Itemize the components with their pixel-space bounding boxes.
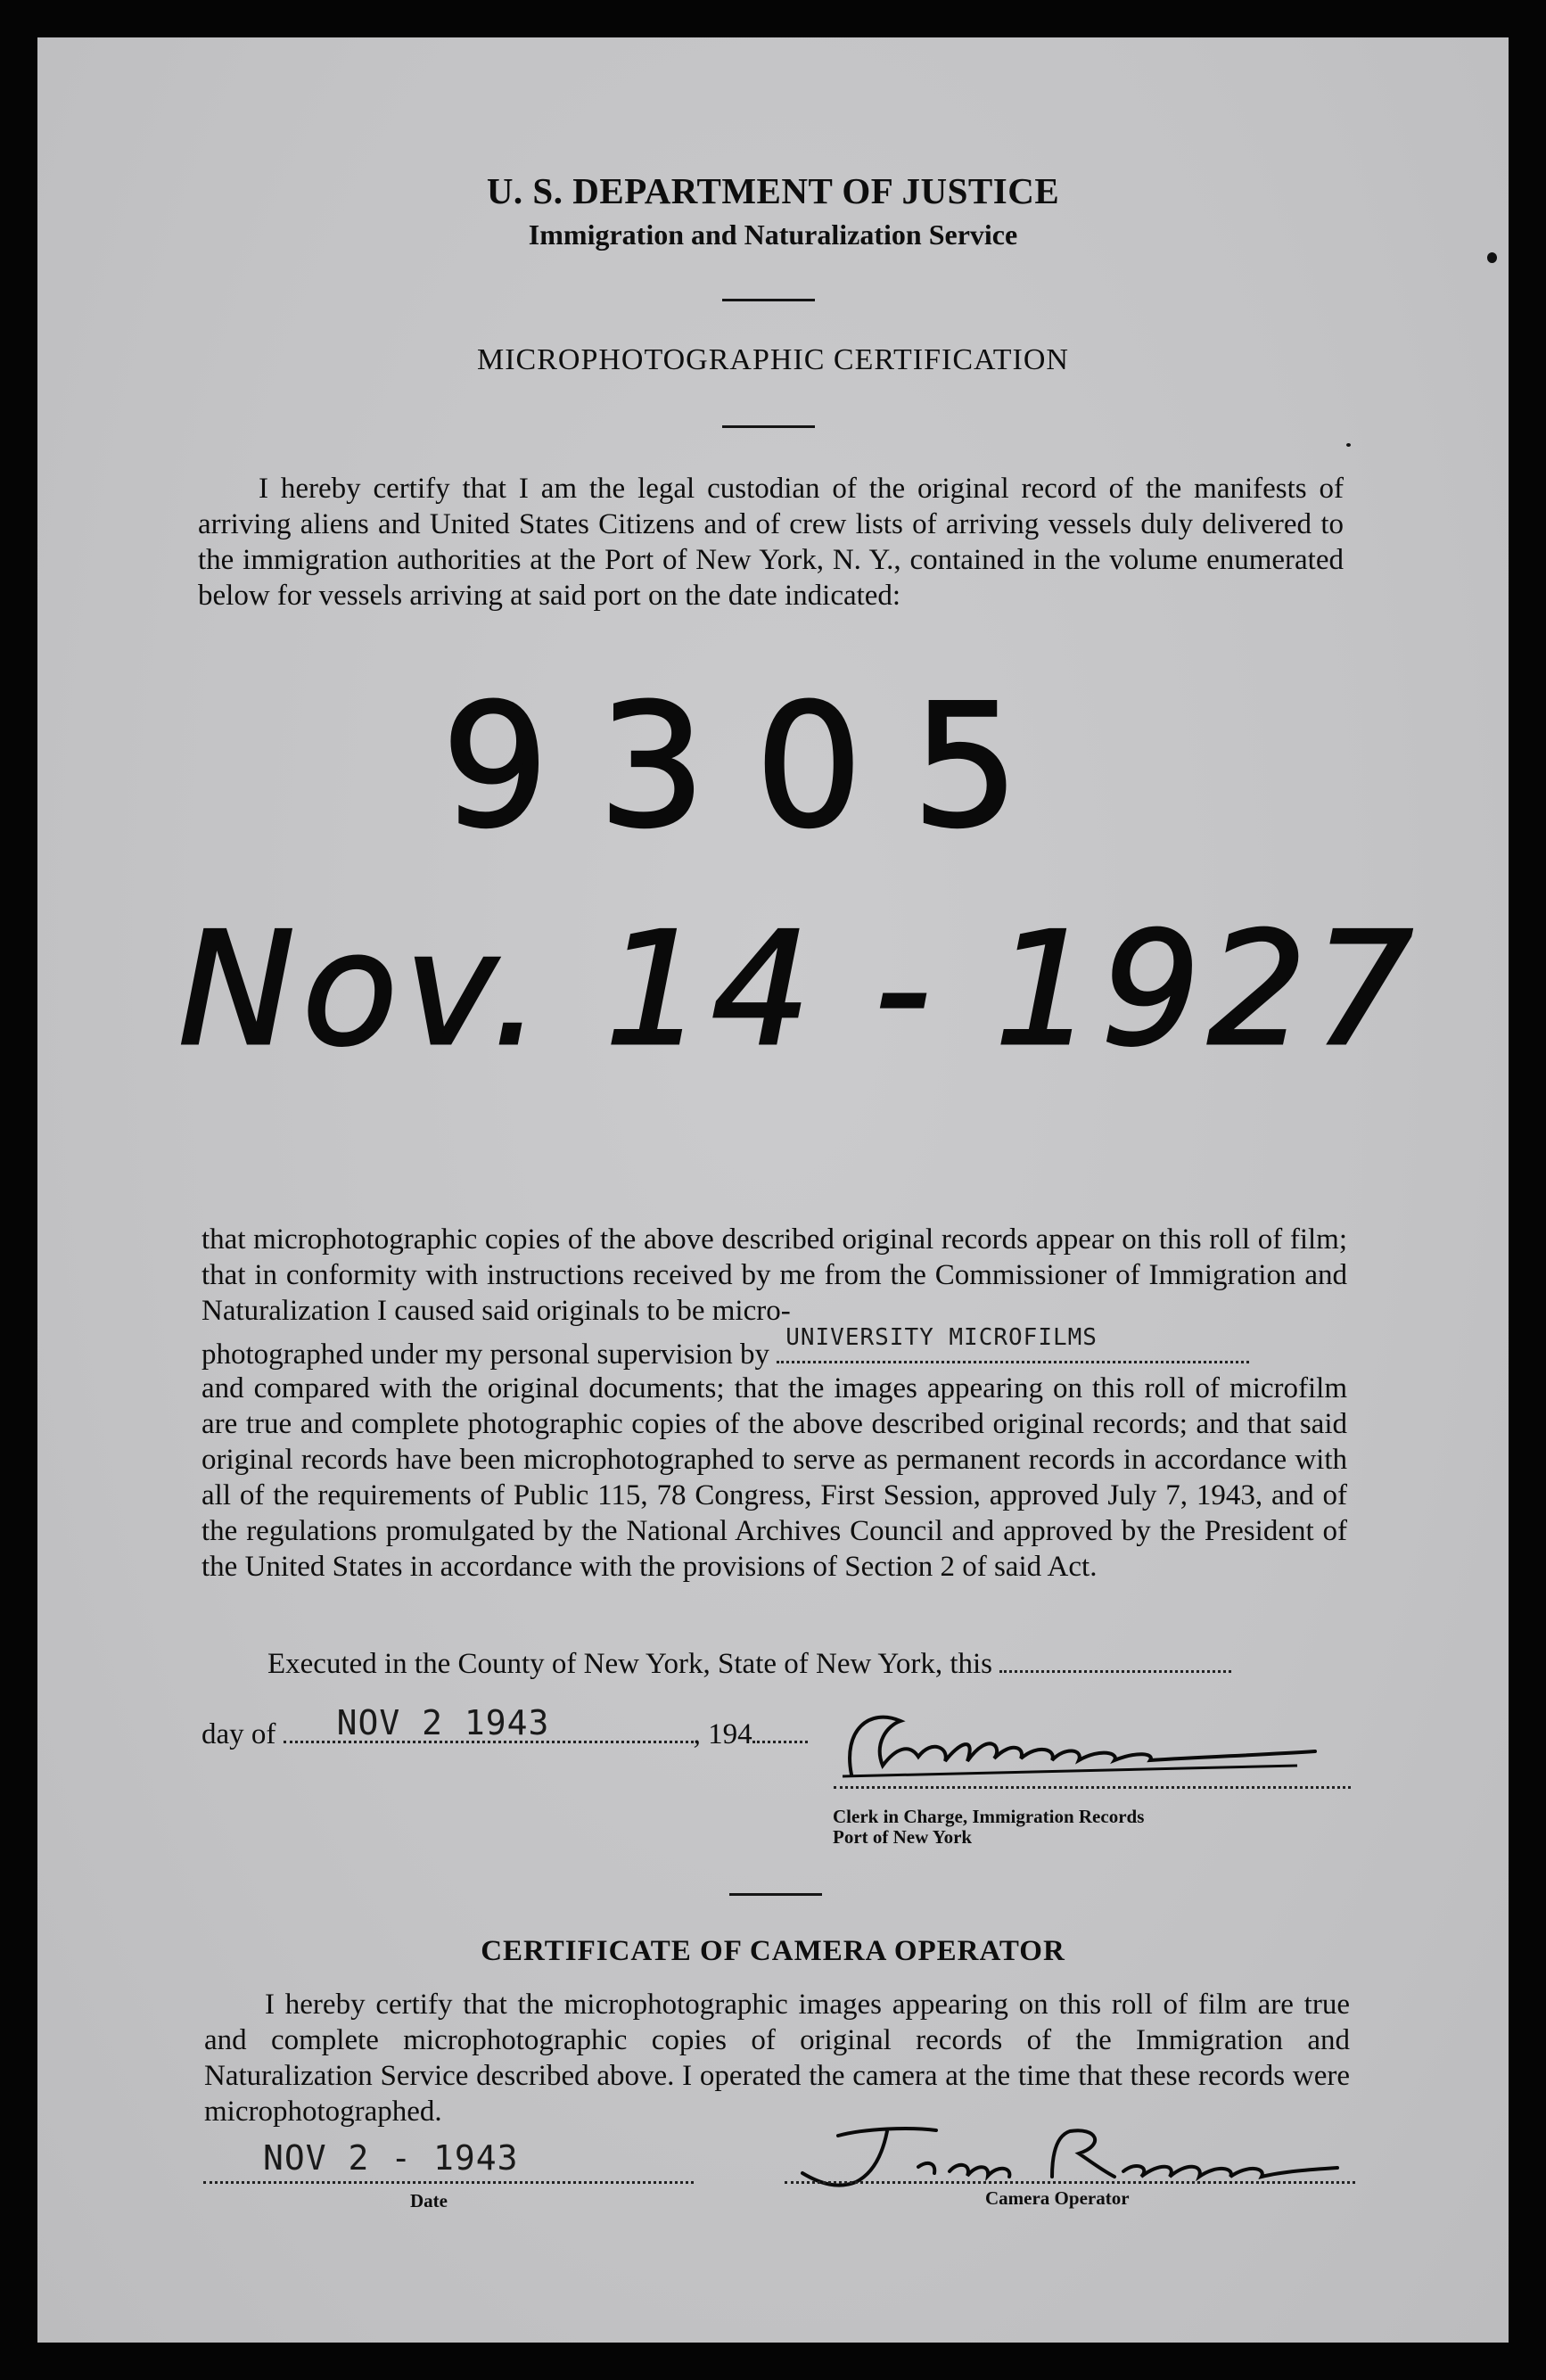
dust-speck (1487, 252, 1497, 263)
supervision-line (201, 1324, 1347, 1372)
executed-line (267, 1648, 1231, 1681)
header-divider (722, 299, 815, 301)
body-text-2: and compared with the original documents; that the images appearing on this roll of microfilm are true and complete photographic copies of the above described original records; and that said original records have been microphotographed to serve as permanent records in accordance with all of the requirements of Public 115, 78 Congress, First Session, approved July 7, 1943, and of the regulations promulgated by the National Archives Council and approved by the President of the United States in accordance with the provisions of Section 2 of said Act. (201, 1372, 1347, 1583)
execution-date-stamp: NOV 2 1943 (336, 1703, 550, 1742)
operator-date-line (203, 2180, 694, 2184)
service-subtitle: Immigration and Naturalization Service (528, 218, 1018, 251)
clerk-location: Port of New York (833, 1826, 973, 1848)
camera-operator-signature (785, 2118, 1355, 2198)
body-paragraph-1 (201, 1222, 1347, 1329)
year-field (752, 1732, 808, 1743)
department-title: U. S. DEPARTMENT OF JUSTICE (486, 170, 1060, 211)
camera-operator-paragraph (204, 1987, 1350, 2129)
clerk-signature (834, 1694, 1333, 1792)
executed-text: Executed in the County of New York, State of New York, this (267, 1648, 993, 1680)
handwritten-arrival-date: Nov. 14 - 1927 (178, 900, 1420, 1081)
intro-paragraph (198, 471, 1344, 614)
section-divider (729, 1893, 822, 1896)
camera-operator-heading: CERTIFICATE OF CAMERA OPERATOR (481, 1935, 1065, 1967)
operator-signature-line (785, 2180, 1355, 2184)
body-paragraph-2 (201, 1371, 1347, 1585)
day-of-line (201, 1703, 808, 1751)
execution-date-field (284, 1703, 694, 1743)
camera-operator-text: I hereby certify that the microphotographic images appearing on this roll of film are true and complete microphotographic copies of original records of the Immigration and Naturalization Service described above. I operated the camera at the time that these records were microphotographed. (204, 1989, 1350, 2128)
title-divider (722, 425, 815, 428)
executed-day-field (999, 1661, 1231, 1673)
supervision-label: photographed under my personal supervision by (201, 1338, 769, 1371)
handwritten-entry (160, 660, 1427, 1088)
body-text-1: that microphotographic copies of the above described original records appear on this roll of film; that in conformity with instructions received by me from the Commissioner of Immigration and Naturalization I caused said originals to be micro- (201, 1223, 1347, 1327)
microfilm-company-stamp: UNIVERSITY MICROFILMS (785, 1324, 1098, 1351)
microfilm-company-field (777, 1324, 1249, 1363)
handwritten-volume-number: 9305 (441, 668, 1069, 865)
dust-speck (1346, 443, 1351, 447)
day-of-label: day of (201, 1718, 276, 1750)
clerk-title: Clerk in Charge, Immigration Records (833, 1806, 1145, 1827)
date-label: Date (410, 2190, 448, 2211)
form-title: MICROPHOTOGRAPHIC CERTIFICATION (476, 343, 1069, 376)
intro-paragraph-text: I hereby certify that I am the legal custodian of the original record of the manifests of arriving aliens and United States Citizens and of crew lists of arriving vessels duly delivered to the immigration authorities at the Port of New York, N. Y., contained in the volume enumerated below for vessels arriving at said port on the date indicated: (198, 473, 1344, 612)
clerk-signature-line (834, 1785, 1351, 1789)
year-prefix: , 194 (693, 1718, 752, 1750)
camera-operator-label: Camera Operator (985, 2187, 1130, 2209)
operator-date-stamp: NOV 2 - 1943 (263, 2138, 519, 2178)
